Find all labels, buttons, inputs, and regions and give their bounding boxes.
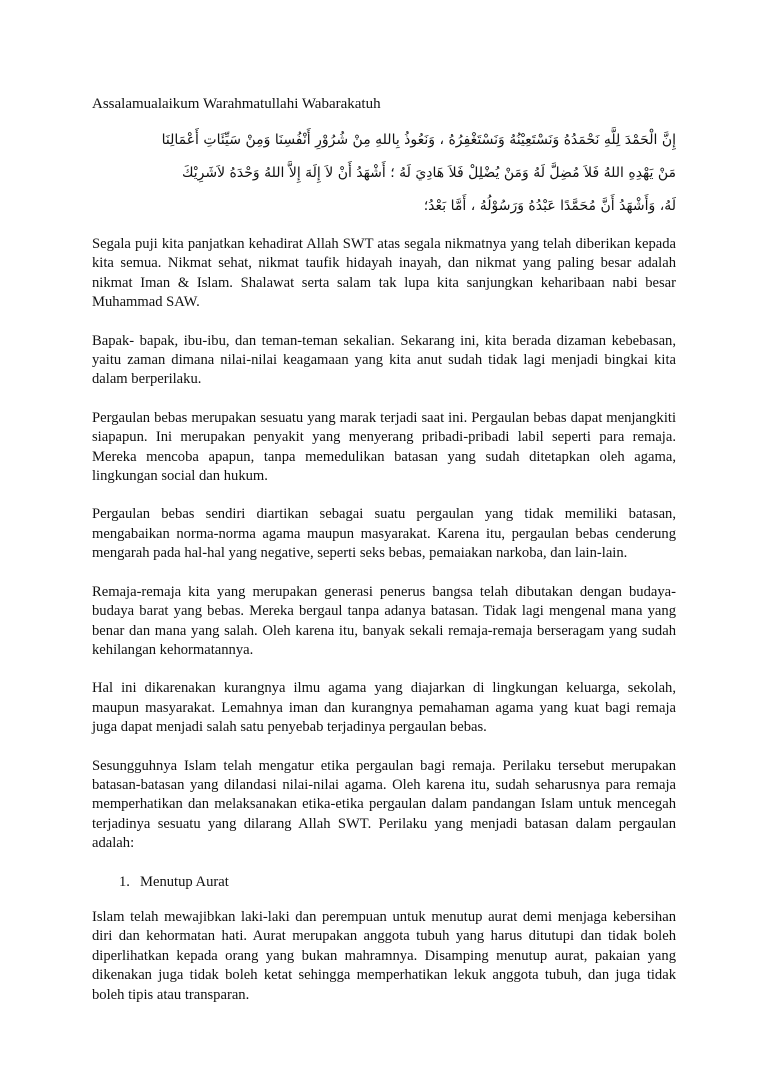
paragraph: Sesungguhnya Islam telah mengatur etika pergaulan bagi remaja. Perilaku tersebut merupakan batasan-batasan yang dilandasi nilai-nilai agama. Oleh karena itu, sudah seharusnya para remaja memperhatikan dan melaksanakan etika-etika pergaulan dalam pandangan Islam untuk mencegah terjadinya sesuatu yang dilarang Allah SWT. Perilaku yang menjadi batasan dalam pergaulan adalah: xyxy=(92,757,676,852)
arabic-opening xyxy=(92,124,676,223)
arabic-line: لَهُ، وَأَشْهَدُ أَنَّ مُحَمَّدًا عَبْدُهُ وَرَسُوْلُهُ ، أَمَّا بَعْدُ؛ xyxy=(423,198,676,214)
greeting: Assalamualaikum Warahmatullahi Wabarakatuh xyxy=(92,96,381,112)
closing-paragraph: Islam telah mewajibkan laki-laki dan perempuan untuk menutup aurat demi menjaga kebersihan diri dan kehormatan hati. Aurat merupakan anggota tubuh yang harus ditutupi dan tidak boleh diperlihatkan kepada orang yang bukan mahramnya. Disamping menutup aurat, pakaian yang dikenakan juga tidak boleh ketat sehingga memperhatikan lekuk anggota tubuh, dan juga tidak boleh tipis atau transparan. xyxy=(92,908,676,1003)
arabic-line: إِنَّ الْحَمْدَ لِلَّهِ نَحْمَدُهُ وَنَسْتَعِيْنُهُ وَنَسْتَغْفِرُهُ ، وَنَعُوذُ بِاللهِ مِنْ شُرُوْرِ أَنْفُسِنَا وَمِنْ سَيِّئَاتِ أَعْمَالِنَا xyxy=(161,132,676,148)
arabic-line: مَنْ يَهْدِهِ اللهُ فَلاَ مُضِلَّ لَهُ وَمَنْ يُضْلِلْ فَلاَ هَادِيَ لَهُ ؛ أَشْهَدُ أَنْ لاَ إِلَهَ إِلاَّ اللهُ وَحْدَهُ لاَشَرِيْكَ xyxy=(181,165,676,181)
document-page xyxy=(92,94,676,1024)
paragraph: Pergaulan bebas sendiri diartikan sebagai suatu pergaulan yang tidak memiliki batasan, mengabaikan norma-norma agama maupun masyarakat. Karena itu, pergaulan bebas cenderung mengarah pada hal-hal yang negative, seperti seks bebas, pemaiakan narkoba, dan lain-lain. xyxy=(92,506,676,562)
paragraph: Segala puji kita panjatkan kehadirat Allah SWT atas segala nikmatnya yang telah diberikan kepada kita semua. Nikmat sehat, nikmat taufik hidayah inayah, dan nikmat yang paling besar adalah nikmat Iman & Islam. Shalawat serta salam tak lupa kita sanjungkan keharibaan nabi besar Muhammad SAW. xyxy=(92,236,676,311)
list-item xyxy=(92,873,676,892)
numbered-list xyxy=(92,873,676,892)
paragraph: Pergaulan bebas merupakan sesuatu yang marak terjadi saat ini. Pergaulan bebas dapat menjangkiti siapapun. Ini merupakan penyakit yang menyerang pribadi-pribadi labil seperti para remaja. Mereka mencoba apapun, tanpa memedulikan batasan yang sudah ditetapkan oleh agama, lingkungan social dan hukum. xyxy=(92,409,676,485)
paragraph: Bapak- bapak, ibu-ibu, dan teman-teman sekalian. Sekarang ini, kita berada dizaman kebebasan, yaitu zaman dimana nilai-nilai keagamaan yang kita anut sudah tidak lagi menjadi bingkai kita dalam berperilaku. xyxy=(92,332,676,388)
list-item-number: 1. xyxy=(119,873,130,890)
paragraph: Remaja-remaja kita yang merupakan generasi penerus bangsa telah dibutakan dengan budaya-budaya barat yang bebas. Mereka bergaul tanpa adanya batasan. Tidak lagi mengenal mana yang benar dan mana yang salah. Oleh karena itu, banyak sekali remaja-remaja berseragam yang sudah kehilangan kehormatannya. xyxy=(92,583,676,658)
paragraph: Hal ini dikarenakan kurangnya ilmu agama yang diajarkan di lingkungan keluarga, sekolah, maupun masyarakat. Lemahnya iman dan kurangnya pemahaman agama yang kuat bagi remaja juga dapat menjadi salah satu penyebab terjadinya pergaulan bebas. xyxy=(92,680,676,736)
list-item-label: Menutup Aurat xyxy=(140,873,229,890)
